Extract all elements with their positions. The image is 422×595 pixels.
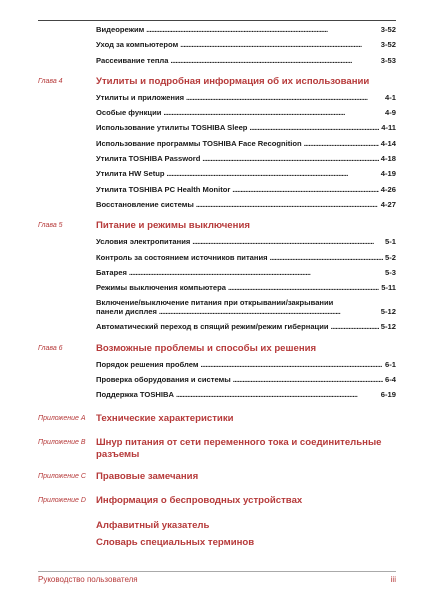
- toc-entry[interactable]: [96, 375, 396, 390]
- toc-entry[interactable]: [96, 322, 396, 337]
- toc-entry-title: Проверка оборудования и системы: [96, 375, 231, 385]
- chapter-label: Глава 5: [38, 222, 63, 230]
- toc-entry-page: 4-14: [380, 138, 396, 148]
- toc-entry-page: 3-52: [380, 25, 396, 34]
- toc-entry-page: 6-4: [385, 375, 396, 385]
- toc-entry-title: Видеорежим: [96, 25, 145, 34]
- appendix-title: Информация о беспроводных устройствах: [96, 494, 303, 506]
- appendix-title: Правовые замечания: [96, 470, 199, 482]
- toc-entry[interactable]: [96, 360, 396, 375]
- toc-entry[interactable]: [96, 253, 396, 268]
- leader-dots: [233, 375, 383, 384]
- toc-entry-page: 5-2: [385, 252, 396, 262]
- appendix-title: Шнур питания от сети переменного тока и соединительные разъемы: [96, 436, 382, 460]
- toc-entry-title: Утилита HW Setup: [96, 169, 165, 179]
- toc-entry-page: 4-1: [385, 92, 396, 102]
- appendix-label: Приложение A: [38, 414, 86, 422]
- leader-dots: [270, 253, 383, 262]
- appendix-a-heading[interactable]: [0, 412, 422, 430]
- leader-dots: [304, 139, 379, 148]
- toc-entry-title: Уход за компьютером: [96, 40, 179, 50]
- toc-entry-page: 5-12: [380, 322, 396, 332]
- chapter-5-heading[interactable]: [0, 219, 422, 237]
- toc-entry-title: Режимы выключения компьютера: [96, 283, 226, 293]
- toc-entry-title: Рассеивание тепла: [96, 55, 169, 65]
- toc-entry-heat-dispersal[interactable]: [96, 56, 396, 71]
- toc-entry[interactable]: [96, 390, 396, 405]
- leader-dots: [129, 268, 383, 277]
- toc-entry-page: 4-27: [380, 199, 396, 209]
- bottom-rule: [38, 571, 396, 572]
- toc-entry-page: 4-26: [380, 184, 396, 194]
- toc-entry-page: 6-1: [385, 359, 396, 369]
- appendix-title: Технические характеристики: [96, 412, 234, 424]
- toc-entry-title: Автоматический переход в спящий режим/режим гибернации: [96, 322, 329, 332]
- leader-dots: [228, 283, 379, 292]
- top-rule: [38, 20, 396, 21]
- leader-dots: [196, 200, 379, 209]
- toc-entry-two-line[interactable]: [96, 298, 396, 322]
- toc-entry-title: Утилиты и приложения: [96, 92, 185, 102]
- chapter-4-heading[interactable]: [0, 75, 422, 93]
- appendix-d-heading[interactable]: [0, 494, 422, 512]
- chapter-title: Утилиты и подробная информация об их использовании: [96, 75, 370, 87]
- chapter-label: Глава 6: [38, 344, 63, 352]
- leader-dots: [167, 169, 379, 178]
- leader-dots: [180, 40, 379, 49]
- toc-entry-title: Использование программы TOSHIBA Face Recognition: [96, 138, 302, 148]
- toc-entry-page: 3-52: [380, 40, 396, 50]
- chapter-title: Питание и режимы выключения: [96, 220, 250, 232]
- toc-entry[interactable]: [96, 237, 396, 252]
- toc-entry[interactable]: [96, 154, 396, 169]
- leader-dots: [200, 360, 383, 369]
- toc-entry-title: Утилита TOSHIBA Password: [96, 154, 201, 164]
- toc-entry-title: Восстановление системы: [96, 199, 194, 209]
- leader-dots: [249, 123, 379, 132]
- leader-dots: [331, 322, 379, 331]
- toc-entry[interactable]: [96, 169, 396, 184]
- toc-entry[interactable]: [96, 185, 396, 200]
- toc-entry-page: 4-19: [380, 169, 396, 179]
- toc-entry-page: 3-53: [380, 55, 396, 65]
- leader-dots: [170, 56, 378, 65]
- index-title[interactable]: Алфавитный указатель: [96, 519, 210, 531]
- leader-dots: [186, 93, 383, 102]
- toc-entry-title: Батарея: [96, 267, 127, 277]
- toc-entry[interactable]: [96, 93, 396, 108]
- table-of-contents: [0, 25, 422, 554]
- toc-entry-page: 6-19: [380, 390, 396, 400]
- appendix-label: Приложение C: [38, 472, 86, 480]
- toc-entry-page: 4-11: [381, 123, 396, 133]
- toc-entry[interactable]: [96, 123, 396, 138]
- toc-entry-line2: [96, 307, 396, 316]
- leader-dots: [202, 154, 378, 163]
- glossary-title[interactable]: Словарь специальных терминов: [96, 536, 255, 548]
- toc-entry-title-line2: панели дисплея: [96, 307, 157, 317]
- leader-dots: [159, 307, 379, 316]
- toc-entry-computer-care[interactable]: [96, 40, 396, 55]
- toc-entry-video-mode[interactable]: [96, 25, 396, 40]
- leader-dots: [146, 25, 379, 34]
- toc-entry-title-line1: Включение/выключение питания при открывании/закрывании: [96, 298, 334, 308]
- toc-entry-title: Контроль за состоянием источников питания: [96, 252, 268, 262]
- appendix-c-heading[interactable]: [0, 470, 422, 488]
- footer-page-number: iii: [390, 575, 396, 584]
- toc-entry-page: 4-9: [385, 108, 396, 118]
- toc-entry[interactable]: [96, 268, 396, 283]
- toc-entry-title: Использование утилиты TOSHIBA Sleep: [96, 123, 248, 133]
- toc-entry-title: Особые функции: [96, 108, 162, 118]
- leader-dots: [232, 185, 378, 194]
- toc-entry[interactable]: [96, 139, 396, 154]
- toc-entry-page: 5-12: [380, 307, 396, 317]
- toc-entry-page: 5-1: [385, 237, 396, 247]
- toc-entry-page: 5-11: [381, 283, 396, 293]
- appendix-b-heading[interactable]: [0, 436, 422, 464]
- toc-entry[interactable]: [96, 283, 396, 298]
- toc-entry-title: Поддержка TOSHIBA: [96, 390, 174, 400]
- toc-entry[interactable]: [96, 200, 396, 215]
- leader-dots: [163, 108, 383, 117]
- footer-manual-title: Руководство пользователя: [38, 575, 138, 584]
- toc-entry-page: 4-18: [380, 154, 396, 164]
- chapter-title: Возможные проблемы и способы их решения: [96, 342, 317, 354]
- appendix-label: Приложение B: [38, 438, 86, 446]
- chapter-6-heading[interactable]: [0, 342, 422, 360]
- toc-entry-title: Утилита TOSHIBA PC Health Monitor: [96, 184, 231, 194]
- appendix-label: Приложение D: [38, 496, 86, 504]
- leader-dots: [176, 390, 379, 399]
- toc-entry-title: Условия электропитания: [96, 237, 191, 247]
- toc-entry-title: Порядок решения проблем: [96, 359, 199, 369]
- leader-dots: [192, 237, 383, 246]
- toc-entry[interactable]: [96, 108, 396, 123]
- toc-entry-page: 5-3: [385, 267, 396, 277]
- chapter-label: Глава 4: [38, 77, 63, 85]
